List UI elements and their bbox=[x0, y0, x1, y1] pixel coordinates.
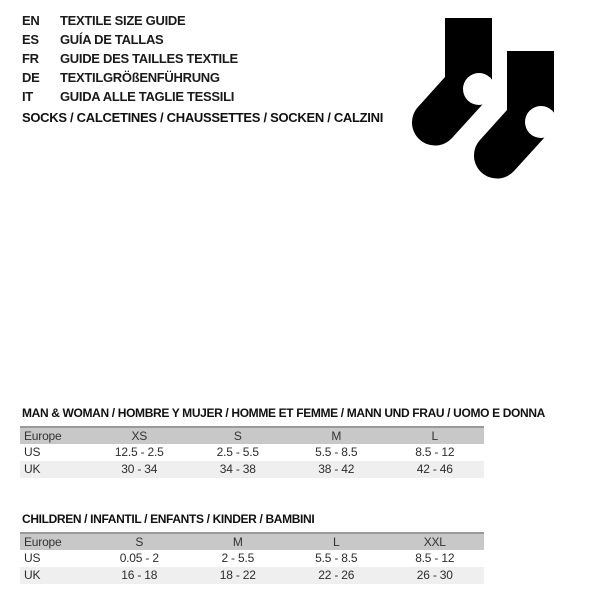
adults-size-table-section bbox=[20, 406, 545, 478]
row-label: US bbox=[24, 551, 41, 565]
table-row bbox=[20, 444, 484, 461]
language-code: EN bbox=[22, 13, 40, 28]
size-value: 34 - 38 bbox=[219, 462, 256, 476]
socks-icon-group bbox=[412, 18, 557, 179]
category-line: SOCKS / CALCETINES / CHAUSSETTES / SOCKEN / CALZINI bbox=[22, 110, 384, 125]
sock-heel-hole-back bbox=[525, 106, 557, 138]
size-value: 5.5 - 8.5 bbox=[315, 445, 358, 459]
column-header: M bbox=[331, 429, 342, 443]
language-code: FR bbox=[22, 51, 39, 66]
table-row bbox=[20, 567, 484, 584]
row-label: UK bbox=[24, 568, 41, 582]
language-code: ES bbox=[22, 32, 39, 47]
adults-table-title: MAN & WOMAN / HOMBRE Y MUJER / HOMME ET FEMME / MANN UND FRAU / UOMO E DONNA bbox=[22, 406, 545, 420]
language-label: GUIDE DES TAILLES TEXTILE bbox=[60, 51, 238, 66]
size-value: 12.5 - 2.5 bbox=[114, 445, 164, 459]
column-header: XXL bbox=[423, 535, 446, 549]
size-value: 2 - 5.5 bbox=[221, 551, 255, 565]
size-value: 26 - 30 bbox=[416, 568, 453, 582]
language-label: GUÍA DE TALLAS bbox=[60, 32, 164, 47]
table-header-row bbox=[20, 532, 484, 550]
row-label: UK bbox=[24, 462, 41, 476]
size-value: 8.5 - 12 bbox=[415, 445, 455, 459]
row-label: US bbox=[24, 445, 41, 459]
size-value: 18 - 22 bbox=[219, 568, 256, 582]
language-code: IT bbox=[22, 89, 33, 104]
column-header: L bbox=[333, 535, 340, 549]
column-header: S bbox=[233, 429, 242, 443]
children-size-table bbox=[20, 532, 484, 584]
language-code: DE bbox=[22, 70, 40, 85]
size-value: 2.5 - 5.5 bbox=[216, 445, 259, 459]
size-value: 5.5 - 8.5 bbox=[315, 551, 358, 565]
size-value: 42 - 46 bbox=[416, 462, 453, 476]
size-value: 16 - 18 bbox=[121, 568, 158, 582]
column-header: S bbox=[135, 535, 144, 549]
size-value: 38 - 42 bbox=[318, 462, 355, 476]
column-header: M bbox=[232, 535, 243, 549]
size-value: 0.05 - 2 bbox=[119, 551, 159, 565]
children-table-title: CHILDREN / INFANTIL / ENFANTS / KINDER / BAMBINI bbox=[22, 512, 315, 526]
sock-heel-hole-front bbox=[463, 73, 495, 105]
size-value: 8.5 - 12 bbox=[415, 551, 455, 565]
language-label: TEXTILGRÖßENFÜHRUNG bbox=[60, 70, 220, 85]
column-header: Europe bbox=[24, 535, 62, 549]
children-size-table-section bbox=[20, 512, 484, 584]
column-header: L bbox=[431, 429, 438, 443]
table-row bbox=[20, 550, 484, 567]
adults-size-table bbox=[20, 426, 484, 478]
table-header-row bbox=[20, 426, 484, 444]
language-label: GUIDA ALLE TAGLIE TESSILI bbox=[60, 89, 235, 104]
language-label: TEXTILE SIZE GUIDE bbox=[60, 13, 186, 28]
size-value: 30 - 34 bbox=[121, 462, 158, 476]
size-value: 22 - 26 bbox=[318, 568, 355, 582]
column-header: XS bbox=[131, 429, 148, 443]
column-header: Europe bbox=[24, 429, 62, 443]
table-row bbox=[20, 461, 484, 478]
